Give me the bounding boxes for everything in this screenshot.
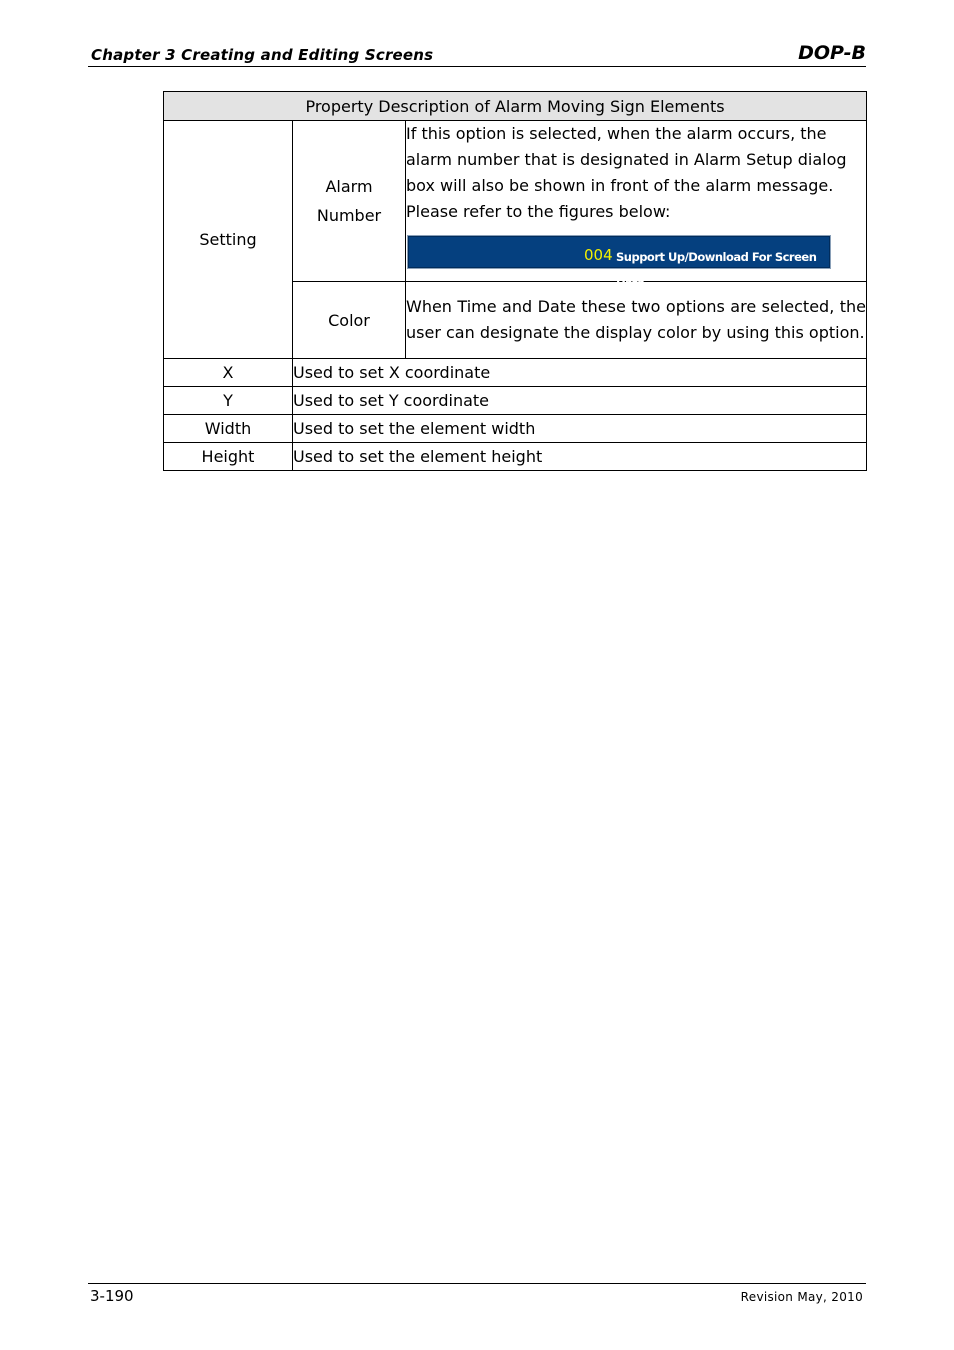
table-row: [164, 415, 867, 443]
page-number: 3-190: [90, 1287, 134, 1305]
alarm-number-label-line1: Alarm: [325, 177, 373, 196]
color-label: Color: [293, 282, 406, 359]
figure-alarm-number: 004: [584, 246, 613, 264]
dop-b-logo: DOP-B: [798, 42, 866, 64]
x-description: Used to set X coordinate: [293, 359, 867, 387]
color-description: When Time and Date these two options are selected, the user can designate the display color by using this option.: [406, 282, 867, 359]
revision-date: Revision May, 2010: [740, 1290, 863, 1304]
page-header: [88, 40, 866, 67]
y-description: Used to set Y coordinate: [293, 387, 867, 415]
width-label: Width: [164, 415, 293, 443]
alarm-number-label-line2: Number: [316, 206, 382, 225]
chapter-title: Chapter 3 Creating and Editing Screens: [91, 46, 434, 64]
x-label: X: [164, 359, 293, 387]
height-label: Height: [164, 443, 293, 471]
alarm-moving-sign-figure: [407, 235, 831, 290]
setting-label: Setting: [164, 121, 293, 359]
table-caption: Property Description of Alarm Moving Sign Elements: [164, 92, 867, 121]
table-row: [164, 387, 867, 415]
height-description: Used to set the element height: [293, 443, 867, 471]
width-description: Used to set the element width: [293, 415, 867, 443]
property-table: [163, 91, 867, 471]
y-label: Y: [164, 387, 293, 415]
table-row: [164, 443, 867, 471]
table-row: [164, 359, 867, 387]
alarm-number-description-cell: [406, 121, 867, 290]
alarm-number-label: [293, 121, 406, 282]
page-footer: [88, 1283, 866, 1314]
alarm-number-description: If this option is selected, when the alarm occurs, the alarm number that is designated in Alarm Setup dialog box will also be shown in front of the alarm message. Please refer to the figures below:: [406, 124, 847, 221]
figure-alarm-message: Support Up/Download For Screen Data: [616, 250, 817, 290]
